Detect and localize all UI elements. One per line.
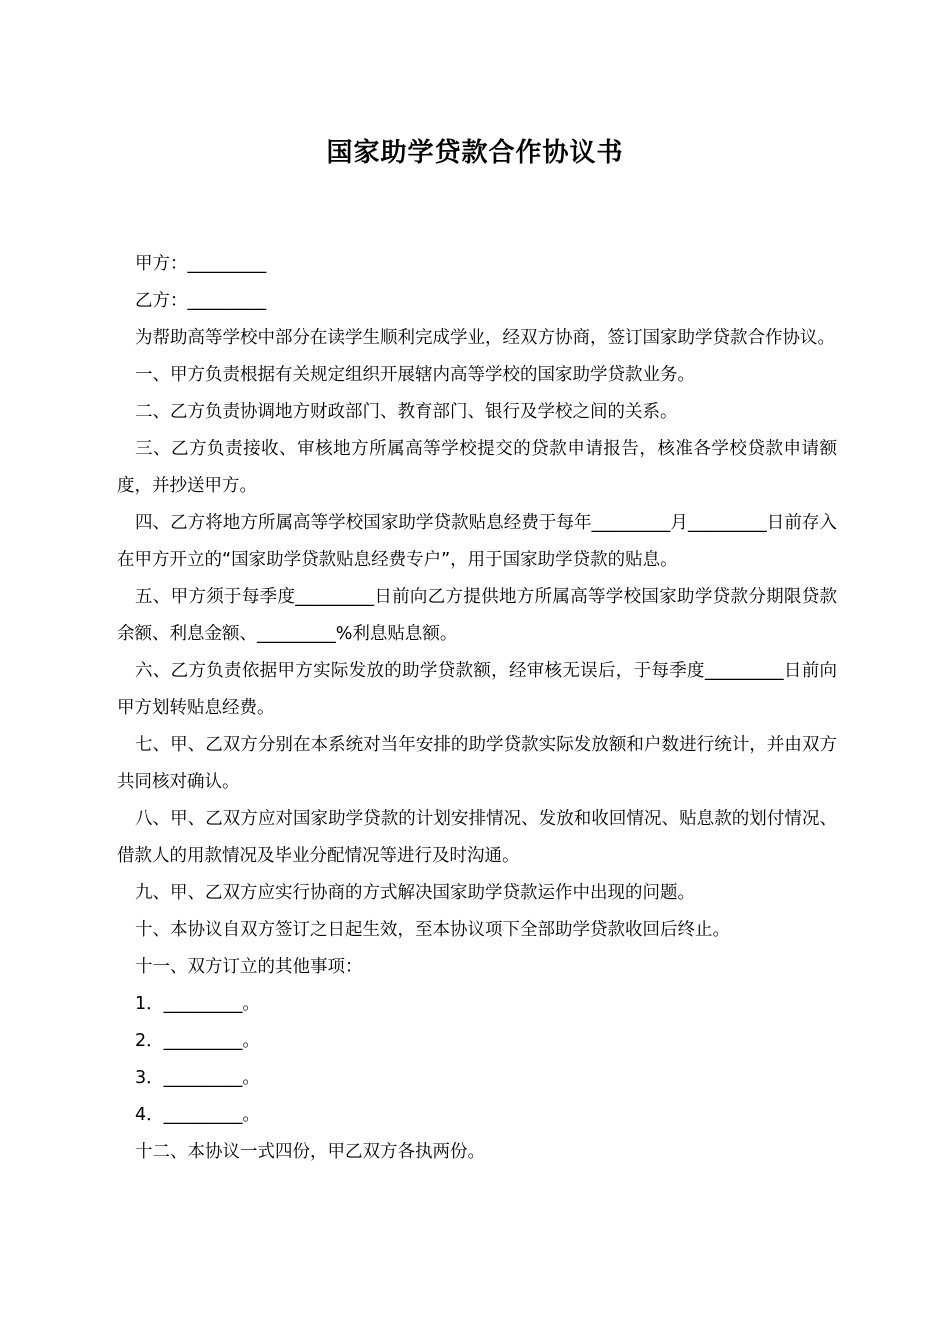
clause-2: 二、乙方负责协调地方财政部门、教育部门、银行及学校之间的关系。 — [135, 402, 678, 422]
clause-6: 六、乙方负责依据甲方实际发放的助学贷款额，经审核无误后，于每季度_________日前向甲方划转贴息经费。 — [117, 661, 837, 718]
other-item-4: 4．_________。 — [135, 1105, 260, 1125]
document-title: 国家助学贷款合作协议书 — [326, 138, 624, 168]
clause-12: 十二、本协议一式四份，甲乙双方各执两份。 — [135, 1142, 485, 1162]
clause-5: 五、甲方须于每季度_________日前向乙方提供地方所属高等学校国家助学贷款分期限贷款余额、利息金额、_________%利息贴息额。 — [117, 587, 837, 644]
clause-3: 三、乙方负责接收、审核地方所属高等学校提交的贷款申请报告，核准各学校贷款申请额度，并抄送甲方。 — [117, 439, 837, 496]
clause-1: 一、甲方负责根据有关规定组织开展辖内高等学校的国家助学贷款业务。 — [135, 365, 695, 385]
preamble-paragraph: 为帮助高等学校中部分在读学生顺利完成学业，经双方协商，签订国家助学贷款合作协议。 — [135, 328, 835, 348]
clause-9: 九、甲、乙双方应实行协商的方式解决国家助学贷款运作中出现的问题。 — [135, 883, 695, 903]
clause-10: 十、本协议自双方签订之日起生效，至本协议项下全部助学贷款收回后终止。 — [135, 920, 730, 940]
clause-4: 四、乙方将地方所属高等学校国家助学贷款贴息经费于每年_________月_________日前存入在甲方开立的“国家助学贷款贴息经费专户”，用于国家助学贷款的贴息。 — [117, 513, 837, 570]
clause-8: 八、甲、乙双方应对国家助学贷款的计划安排情况、发放和收回情况、贴息款的划付情况、借款人的用款情况及毕业分配情况等进行及时沟通。 — [117, 809, 837, 866]
clause-7: 七、甲、乙双方分别在本系统对当年安排的助学贷款实际发放额和户数进行统计，并由双方共同核对确认。 — [117, 735, 837, 792]
other-item-3: 3．_________。 — [135, 1068, 260, 1088]
other-item-2: 2．_________。 — [135, 1031, 260, 1051]
party-a-line: 甲方：_________ — [135, 254, 267, 274]
party-b-line: 乙方：_________ — [135, 291, 267, 311]
other-item-1: 1．_________。 — [135, 994, 260, 1014]
clause-11: 十一、双方订立的其他事项： — [135, 957, 363, 977]
document-body — [117, 246, 837, 1171]
